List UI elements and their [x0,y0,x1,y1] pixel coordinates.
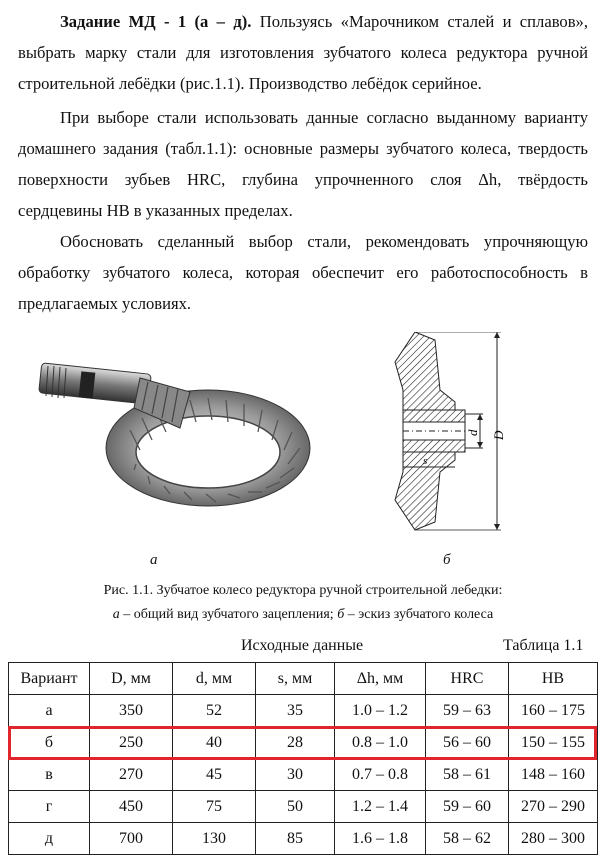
table-cell: 75 [173,791,256,823]
table-cell: 0.7 – 0.8 [335,759,426,791]
figure-label-b: б [443,552,451,568]
table-cell: 350 [90,695,173,727]
gear-photo-illustration [30,330,330,560]
table-cell: 270 – 290 [509,791,598,823]
caption-b: б [337,607,345,622]
caption-a: а [112,607,120,622]
table-cell: 56 – 60 [426,727,509,759]
table-cell: 59 – 60 [426,791,509,823]
table-cell: 250 [90,727,173,759]
table-cell: 28 [256,727,335,759]
table-cell: 45 [173,759,256,791]
gear-sketch-drawing [385,332,535,552]
table-cell: 50 [256,791,335,823]
header-cell: s, мм [256,663,335,695]
header-cell: HRC [426,663,509,695]
caption-b-text: – эскиз зубчатого колеса [344,607,494,622]
table-row [9,695,598,727]
dim-D-label: D [491,430,506,440]
table-cell: 160 – 175 [509,695,598,727]
table-cell: а [9,695,90,727]
figure-label-a: а [150,552,158,568]
table-cell: 59 – 63 [426,695,509,727]
table-header-row [9,663,598,695]
figure-caption-line1: Рис. 1.1. Зубчатое колесо редуктора ручной строительной лебедки: [103,583,503,598]
table-cell: 1.0 – 1.2 [335,695,426,727]
table-cell: 450 [90,791,173,823]
table-cell: 280 – 300 [509,823,598,855]
caption-a-text: – общий вид зубчатого зацепления; [119,607,338,622]
table-cell: 270 [90,759,173,791]
table-cell: 150 – 155 [509,727,598,759]
table-cell: 1.6 – 1.8 [335,823,426,855]
table-cell: д [9,823,90,855]
table-cell: 52 [173,695,256,727]
header-cell: d, мм [173,663,256,695]
task-heading: Задание МД - 1 (а – д). [60,12,252,31]
header-cell: Вариант [9,663,90,695]
highlighted-row-frame [8,726,597,760]
table-row [9,791,598,823]
figure-caption-line2 [0,604,606,626]
header-cell: HB [509,663,598,695]
table-cell: в [9,759,90,791]
table-cell: 58 – 62 [426,823,509,855]
table-cell: 130 [173,823,256,855]
paragraph-instructions: При выборе стали использовать данные согласно выданному варианту домашнего задания (табл.1.1): основные размеры зубчатого колеса, твердость поверхности зубьев HRC, глубина упрочненного слоя Δh, твёрдость сердцевины HB в указанных пределах. [18,108,588,220]
header-cell: D, мм [90,663,173,695]
task-text: Пользуясь «Марочником сталей и сплавов», выбрать марку стали для изготовления зубчатого колеса редуктора ручной строительной лебёдки (рис.1.1). Производство лебёдок серийное. [18,12,588,93]
table-cell: 1.2 – 1.4 [335,791,426,823]
table-cell: 35 [256,695,335,727]
dim-d-label: d [465,429,480,436]
dim-s-label: s [423,455,428,467]
paragraph-justification: Обосновать сделанный выбор стали, рекомендовать упрочняющую обработку зубчатого колеса, которая обеспечит его работоспособность в предлагаемых условиях. [18,232,588,313]
table-row [9,823,598,855]
table-cell: 85 [256,823,335,855]
table-cell: б [9,727,90,759]
table-cell: 700 [90,823,173,855]
table-cell: 0.8 – 1.0 [335,727,426,759]
table-cell: г [9,791,90,823]
table-cell: 30 [256,759,335,791]
paragraph-task [18,6,588,99]
table-number: Таблица 1.1 [503,637,584,654]
table-cell: 58 – 61 [426,759,509,791]
table-cell: 40 [173,727,256,759]
table-row [9,759,598,791]
table-cell: 148 – 160 [509,759,598,791]
figure [0,320,606,580]
table-title: Исходные данные [241,637,364,654]
header-cell: Δh, мм [335,663,426,695]
